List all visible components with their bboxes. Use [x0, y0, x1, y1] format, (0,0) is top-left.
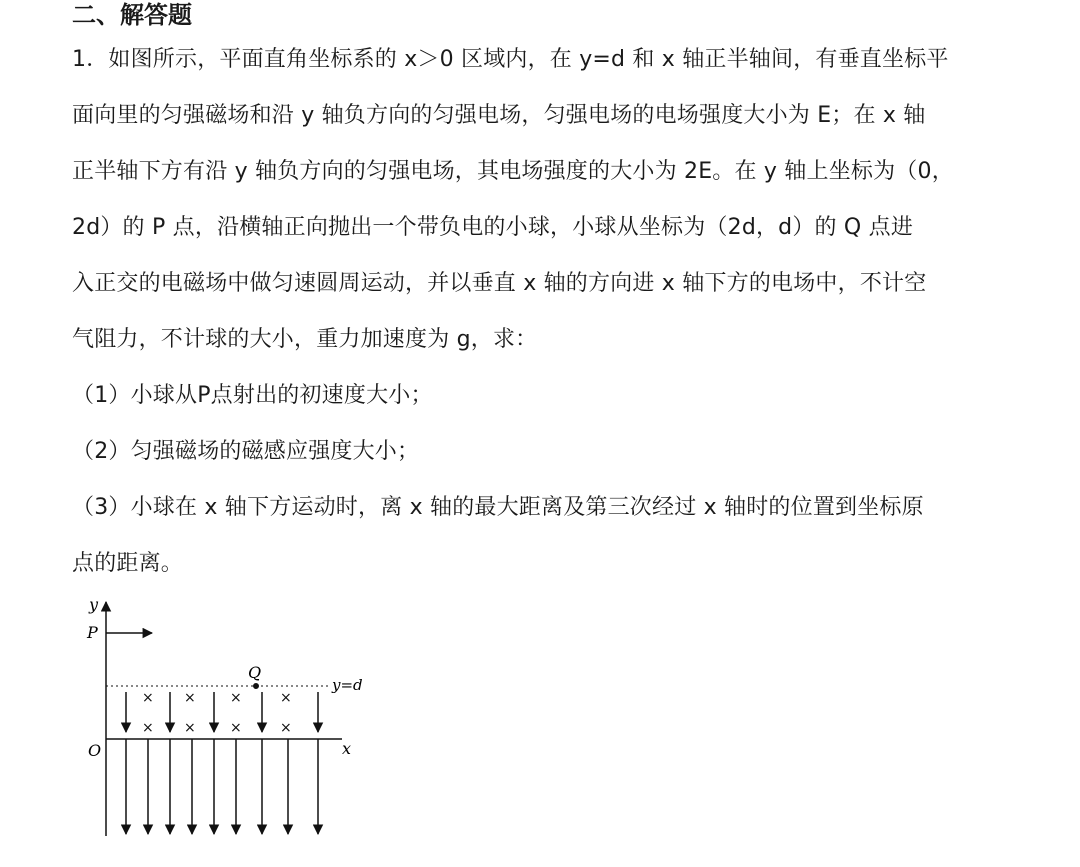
problem-line-1: 1．如图所示，平面直角坐标系的 x＞0 区域内，在 y=d 和 x 轴正半轴间，有垂直坐标平 [72, 47, 949, 72]
x-axis-label: x [342, 739, 352, 758]
field-marker: × [184, 690, 196, 706]
dashed-line-label: y=d [332, 676, 363, 694]
point-q-label: Q [248, 663, 262, 682]
field-marker: × [184, 720, 196, 736]
y-axis-label: y [89, 596, 99, 614]
question-3-line-1: （3）小球在 x 轴下方运动时，离 x 轴的最大距离及第三次经过 x 轴时的位置到坐标原 [72, 495, 924, 520]
field-marker: × [280, 720, 292, 736]
question-2: （2）匀强磁场的磁感应强度大小； [72, 439, 420, 464]
point-q [253, 683, 259, 689]
problem-line-3: 正半轴下方有沿 y 轴负方向的匀强电场，其电场强度的大小为 2E。在 y 轴上坐标为（0， [72, 159, 954, 184]
question-3-line-2: 点的距离。 [72, 551, 184, 576]
problem-line-4: 2d）的 P 点，沿横轴正向抛出一个带负电的小球，小球从坐标为（2d，d）的 Q 点进 [72, 215, 914, 240]
problem-line-6: 气阻力，不计球的大小，重力加速度为 g，求： [72, 327, 538, 352]
origin-label: O [88, 741, 102, 760]
problem-line-2: 面向里的匀强磁场和沿 y 轴负方向的匀强电场，匀强电场的电场强度大小为 E；在 x 轴 [72, 103, 926, 128]
question-1: （1）小球从P点射出的初速度大小； [72, 383, 433, 408]
field-marker: × [230, 720, 242, 736]
electric-field-arrows [126, 692, 318, 834]
field-marker: × [142, 690, 154, 706]
point-p-label: P [87, 623, 98, 642]
field-marker: × [142, 720, 154, 736]
section-heading: 二、解答题 [72, 1, 192, 29]
magnetic-field-markers [142, 690, 292, 736]
field-diagram [80, 596, 380, 846]
problem-line-5: 入正交的电磁场中做匀速圆周运动，并以垂直 x 轴的方向进 x 轴下方的电场中，不计空 [72, 271, 927, 296]
field-marker: × [280, 690, 292, 706]
field-marker: × [230, 690, 242, 706]
